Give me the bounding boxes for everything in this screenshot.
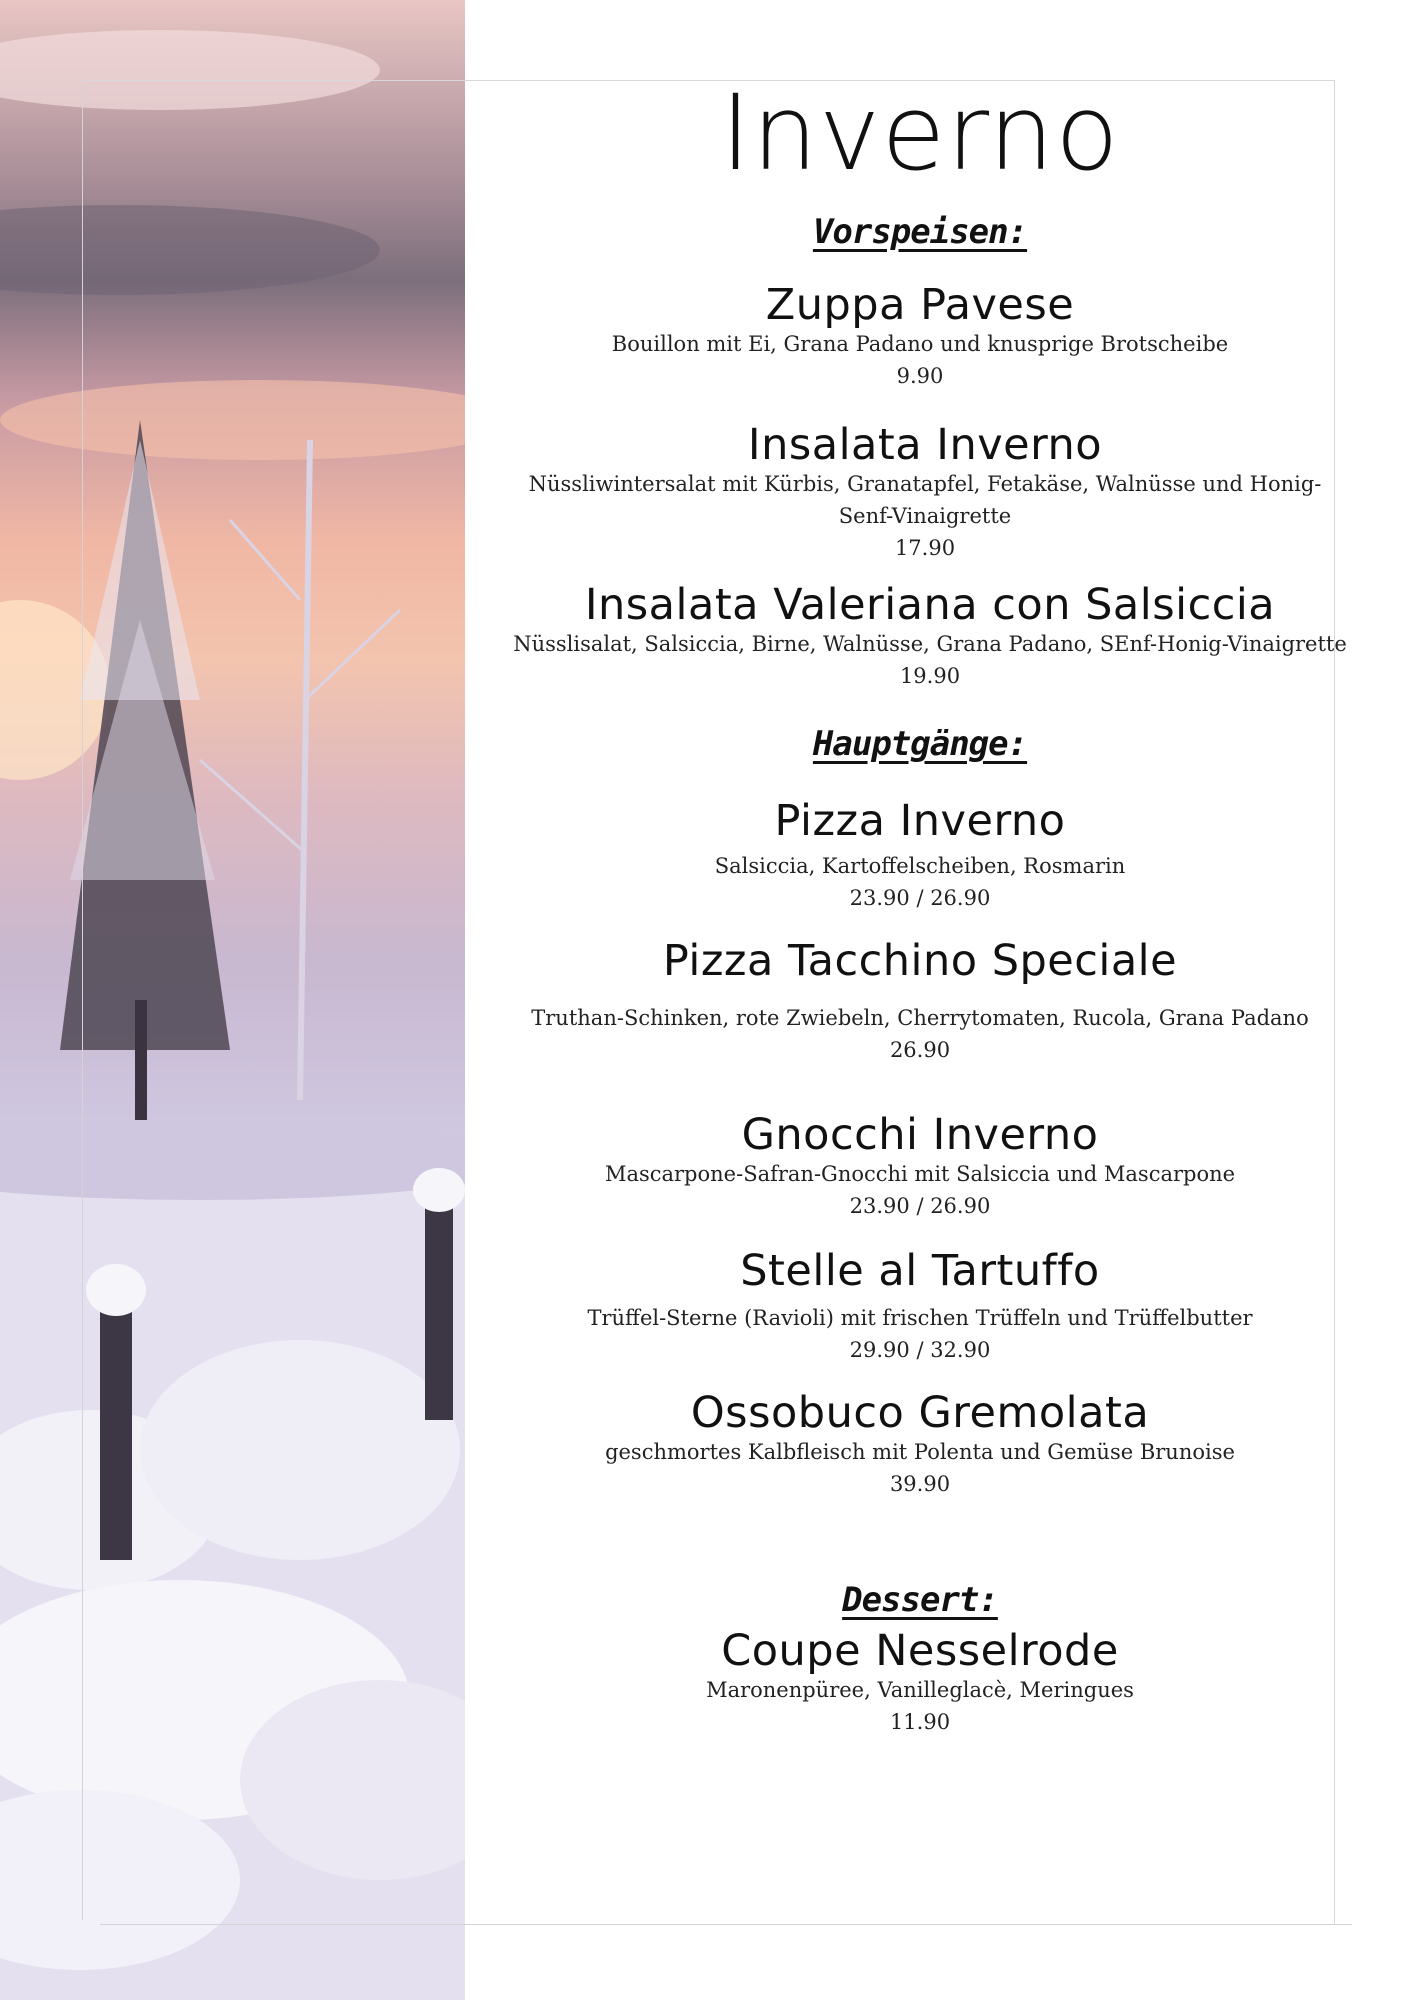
menu-title: Inverno (720, 72, 1120, 194)
menu-content (465, 0, 1414, 2000)
dish-item (465, 1248, 1375, 1366)
dish-description: Maronenpüree, Vanilleglacè, Meringues (706, 1678, 1134, 1702)
dish-price: 29.90 / 32.90 (849, 1338, 991, 1362)
section-heading-mains: Hauptgänge: (812, 724, 1028, 764)
dish-item (465, 938, 1375, 1066)
dish-price: 11.90 (889, 1710, 951, 1734)
dish-item (465, 282, 1375, 392)
dish-price: 26.90 (889, 1038, 951, 1062)
dish-item (465, 582, 1395, 692)
dish-item (465, 1390, 1375, 1500)
dish-price: 9.90 (896, 364, 944, 388)
dish-price: 39.90 (889, 1472, 951, 1496)
snowy-forest-illustration (0, 0, 465, 2000)
dish-price: 23.90 / 26.90 (849, 1194, 991, 1218)
dish-price: 17.90 (894, 536, 956, 560)
dish-description: Salsiccia, Kartoffelscheiben, Rosmarin (714, 854, 1126, 878)
dish-price: 23.90 / 26.90 (849, 886, 991, 910)
section-heading-starters: Vorspeisen: (812, 212, 1028, 252)
dish-name: Gnocchi Inverno (741, 1110, 1099, 1160)
dish-description: Nüsslisalat, Salsiccia, Birne, Walnüsse, Grana Padano, SEnf-Honig-Vinaigrette (513, 632, 1347, 656)
dish-name: Stelle al Tartuffo (740, 1246, 1100, 1296)
winter-landscape-image (0, 0, 465, 2000)
dish-item (515, 422, 1335, 564)
dish-name: Ossobuco Gremolata (690, 1388, 1150, 1438)
dish-item (465, 1112, 1375, 1222)
frame-line-left (82, 80, 83, 1920)
dish-name: Insalata Inverno (747, 420, 1103, 470)
dish-description: Truthan-Schinken, rote Zwiebeln, Cherrytomaten, Rucola, Grana Padano (531, 1006, 1309, 1030)
dish-name: Insalata Valeriana con Salsiccia (584, 580, 1276, 630)
dish-name: Pizza Inverno (774, 796, 1066, 846)
dish-description: Nüssliwintersalat mit Kürbis, Granatapfel, Fetakäse, Walnüsse und Honig-Senf-Vinaigrette (528, 472, 1322, 528)
dish-description: geschmortes Kalbfleisch mit Polenta und Gemüse Brunoise (605, 1440, 1235, 1464)
dish-name: Coupe Nesselrode (721, 1626, 1119, 1676)
dish-price: 19.90 (899, 664, 961, 688)
dish-description: Mascarpone-Safran-Gnocchi mit Salsiccia und Mascarpone (604, 1162, 1236, 1186)
dish-item (465, 1628, 1375, 1738)
section-heading-dessert: Dessert: (842, 1580, 998, 1620)
dish-description: Trüffel-Sterne (Ravioli) mit frischen Trüffeln und Trüffelbutter (587, 1306, 1253, 1330)
dish-name: Zuppa Pavese (765, 280, 1075, 330)
dish-item (465, 798, 1375, 914)
dish-name: Pizza Tacchino Speciale (662, 936, 1178, 986)
dish-description: Bouillon mit Ei, Grana Padano und knusprige Brotscheibe (611, 332, 1229, 356)
